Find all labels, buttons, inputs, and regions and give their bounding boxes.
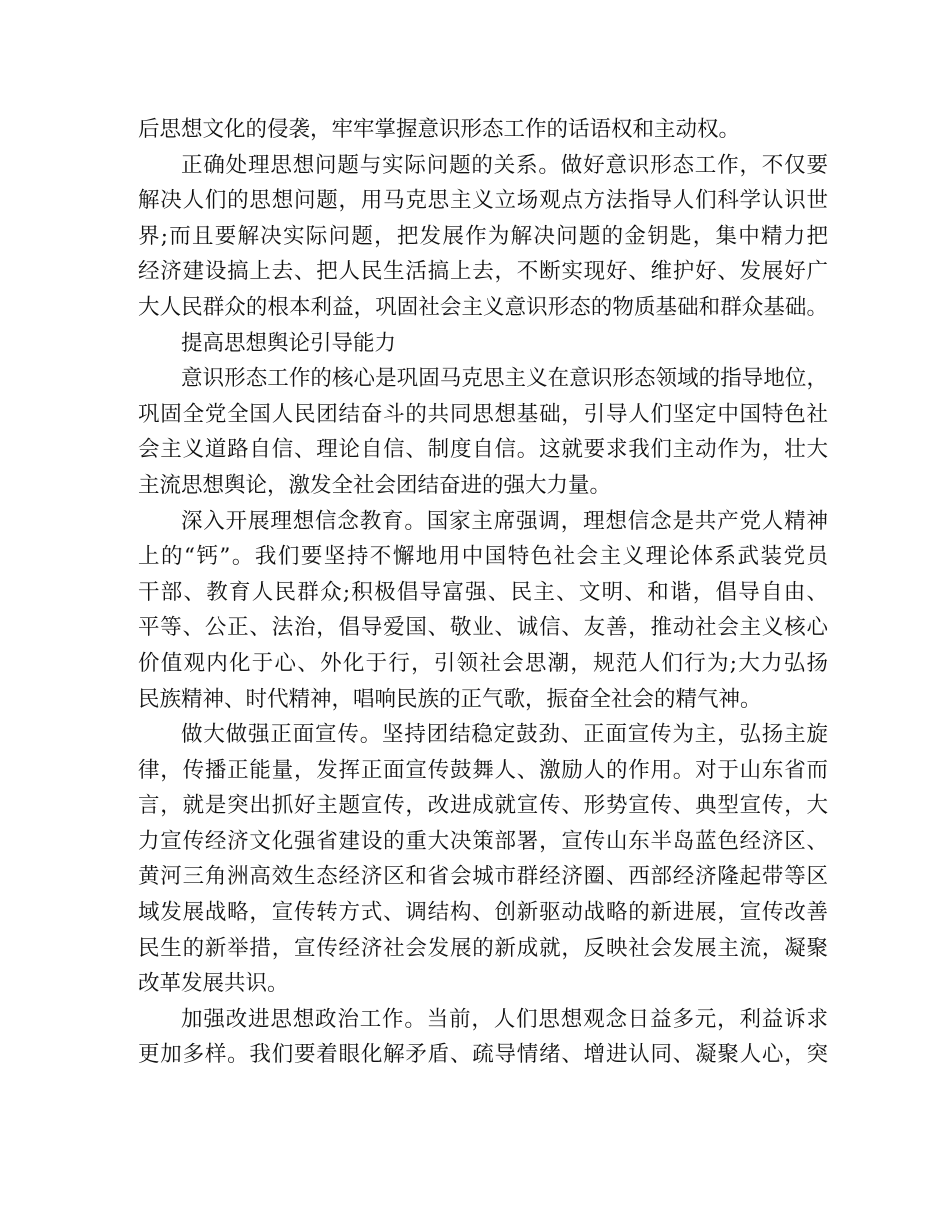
text-line: 律，传播正能量，发挥正面宣传鼓舞人、激励人的作用。对于山东省而	[138, 757, 828, 783]
text-line: 经济建设搞上去、把人民生活搞上去，不断实现好、维护好、发展好广	[138, 259, 828, 285]
text-line: 域发展战略，宣传转方式、调结构、创新驱动战略的新进展，宣传改善	[138, 900, 828, 926]
text-line: 力宣传经济文化强省建设的重大决策部署，宣传山东半岛蓝色经济区、	[138, 828, 828, 854]
text-line: 提高思想舆论引导能力	[181, 330, 397, 356]
text-line: 会主义道路自信、理论自信、制度自信。这就要求我们主动作为，壮大	[138, 437, 828, 463]
text-line: 主流思想舆论，激发全社会团结奋进的强大力量。	[138, 472, 612, 498]
text-line: 更加多样。我们要着眼化解矛盾、疏导情绪、增进认同、凝聚人心，突	[138, 1042, 828, 1068]
text-line: 言，就是突出抓好主题宣传，改进成就宣传、形势宣传、典型宣传，大	[138, 793, 828, 819]
document-body	[138, 112, 828, 1073]
text-line: 做大做强正面宣传。坚持团结稳定鼓劲、正面宣传为主，弘扬主旋	[181, 722, 828, 748]
text-line: 平等、公正、法治，倡导爱国、敬业、诚信、友善，推动社会主义核心	[138, 615, 828, 641]
text-line: 改革发展共识。	[138, 971, 289, 997]
text-line: 黄河三角洲高效生态经济区和省会城市群经济圈、西部经济隆起带等区	[138, 864, 828, 890]
text-line: 干部、教育人民群众;积极倡导富强、民主、文明、和谐，倡导自由、	[138, 579, 828, 605]
text-line: 界;而且要解决实际问题，把发展作为解决问题的金钥匙，集中精力把	[138, 223, 828, 249]
text-line: 后思想文化的侵袭，牢牢掌握意识形态工作的话语权和主动权。	[138, 117, 741, 142]
text-line: 上的“钙”。我们要坚持不懈地用中国特色社会主义理论体系武装党员	[138, 544, 828, 570]
text-line: 大人民群众的根本利益，巩固社会主义意识形态的物质基础和群众基础。	[138, 294, 828, 320]
text-line: 民族精神、时代精神，唱响民族的正气歌，振奋全社会的精气神。	[138, 686, 762, 712]
text-line: 深入开展理想信念教育。国家主席强调，理想信念是共产党人精神	[181, 508, 828, 534]
text-line: 正确处理思想问题与实际问题的关系。做好意识形态工作，不仅要	[181, 152, 828, 178]
text-line: 解决人们的思想问题，用马克思主义立场观点方法指导人们科学认识世	[138, 188, 828, 214]
text-line: 加强改进思想政治工作。当前，人们思想观念日益多元，利益诉求	[181, 1006, 828, 1032]
text-line: 意识形态工作的核心是巩固马克思主义在意识形态领域的指导地位，	[181, 366, 828, 392]
text-line: 民生的新举措，宣传经济社会发展的新成就，反映社会发展主流，凝聚	[138, 935, 828, 961]
text-line: 价值观内化于心、外化于行，引领社会思潮，规范人们行为;大力弘扬	[138, 650, 828, 676]
text-line: 巩固全党全国人民团结奋斗的共同思想基础，引导人们坚定中国特色社	[138, 401, 828, 427]
